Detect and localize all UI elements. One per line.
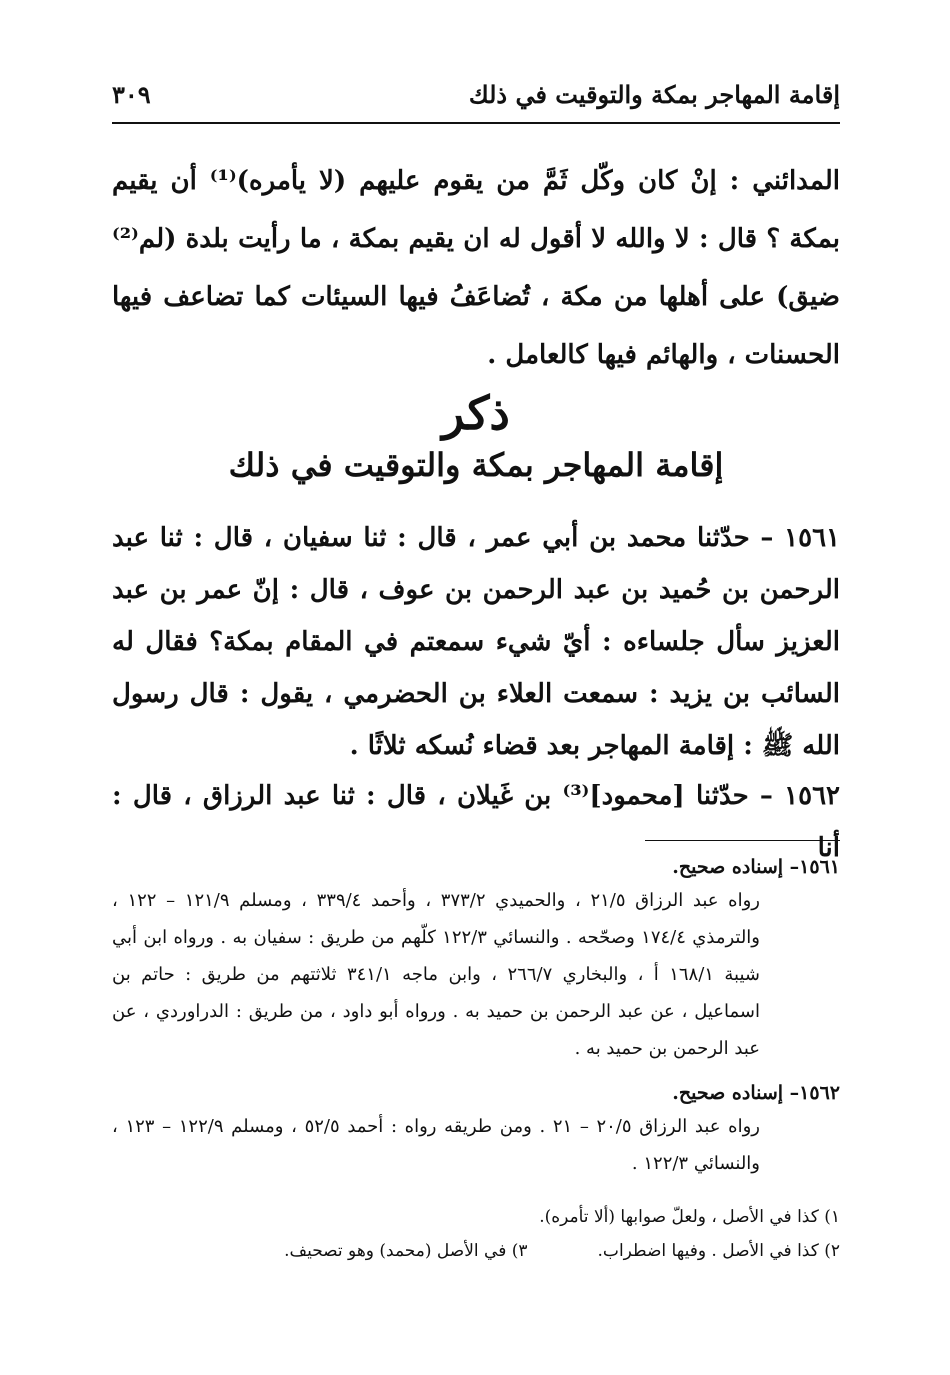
running-title: إقامة المهاجر بمكة والتوقيت في ذلك bbox=[468, 80, 840, 109]
footnote-rule bbox=[645, 840, 840, 841]
notes-row bbox=[112, 1234, 840, 1268]
footnote-1562-head: ١٥٦٢– إسناده صحيح. bbox=[672, 1082, 840, 1104]
footnote-1561-body: رواه عبد الرزاق ٢١/٥ ، والحميدي ٣٧٣/٢ ، وأحمد ٣٣٩/٤ ، ومسلم ١٢١/٩ – ١٢٢ ، والترمذي ١٧٤/٤ وصحّحه . والنسائي ١٢٢/٣ كلّهم من طريق : سفيان به . ورواه ابن أبي شيبة ١٦٨/١ أ ، والبخاري ٢٦٦/٧ ، وابن ماجه ٣٤١/١ ثلاثتهم من طريق : حاتم بن اسماعيل ، عن عبد الرحمن بن حميد به . ورواه أبو داود ، من طريق : الدراوردي ، عن عبد الرحمن بن حميد به . bbox=[112, 890, 760, 1059]
footnote-1561-head: ١٥٦١– إسناده صحيح. bbox=[672, 856, 840, 878]
note-1: ١) كذا في الأصل ، ولعلّ صوابها (ألا تأمره). bbox=[539, 1207, 840, 1227]
section-title: إقامة المهاجر بمكة والتوقيت في ذلك bbox=[228, 446, 724, 484]
section-keyword: ذكر bbox=[442, 386, 510, 440]
footnote-1562 bbox=[112, 1078, 840, 1182]
note-2: ٢) كذا في الأصل . وفيها اضطراب. bbox=[597, 1241, 840, 1261]
header-rule bbox=[112, 122, 840, 124]
footnote-1561 bbox=[112, 852, 840, 1067]
footnote-1562-body: رواه عبد الرزاق ٢٠/٥ – ٢١ . ومن طريقه رواه : أحمد ٥٢/٥ ، ومسلم ١٢٢/٩ – ١٢٣ ، والنسائي ١٢٢/٣ . bbox=[112, 1116, 760, 1174]
opening-paragraph: المدائني : إنْ كان وكّل ثَمَّ من يقوم عليهم (لا يأمره)⁽¹⁾ أن يقيم بمكة ؟ قال : لا والله لا أقول له ان يقيم بمكة ، ما رأيت بلدة (لم⁽²⁾ ضيق) على أهلها من مكة ، تُضاعَفُ فيها السيئات كما تضاعف فيها الحسنات ، والهائم فيها كالعامل . bbox=[112, 166, 841, 370]
note-3: ٣) في الأصل (محمد) وهو تصحيف. bbox=[284, 1241, 528, 1261]
running-header bbox=[112, 78, 840, 118]
hadith-1561: ١٥٦١ – حدّثنا محمد بن أبي عمر ، قال : ثنا سفيان ، قال : ثنا عبد الرحمن بن حُميد بن عبد الرحمن بن عوف ، قال : إنّ عمر بن عبد العزيز سأل جلساءه : أيّ شيء سمعتم في المقام بمكة؟ فقال له السائب بن يزيد : سمعت العلاء بن الحضرمي ، يقول : قال رسول الله ﷺ : إقامة المهاجر بعد قضاء نُسكه ثلاثًا . bbox=[112, 523, 840, 761]
page-number: ٣٠٩ bbox=[112, 80, 151, 109]
editor-notes bbox=[112, 1200, 840, 1268]
hadith-1562: ١٥٦٢ – حدّثنا [محمود]⁽³⁾ بن غَيلان ، قال : ثنا عبد الرزاق ، قال : أنا bbox=[112, 781, 840, 863]
